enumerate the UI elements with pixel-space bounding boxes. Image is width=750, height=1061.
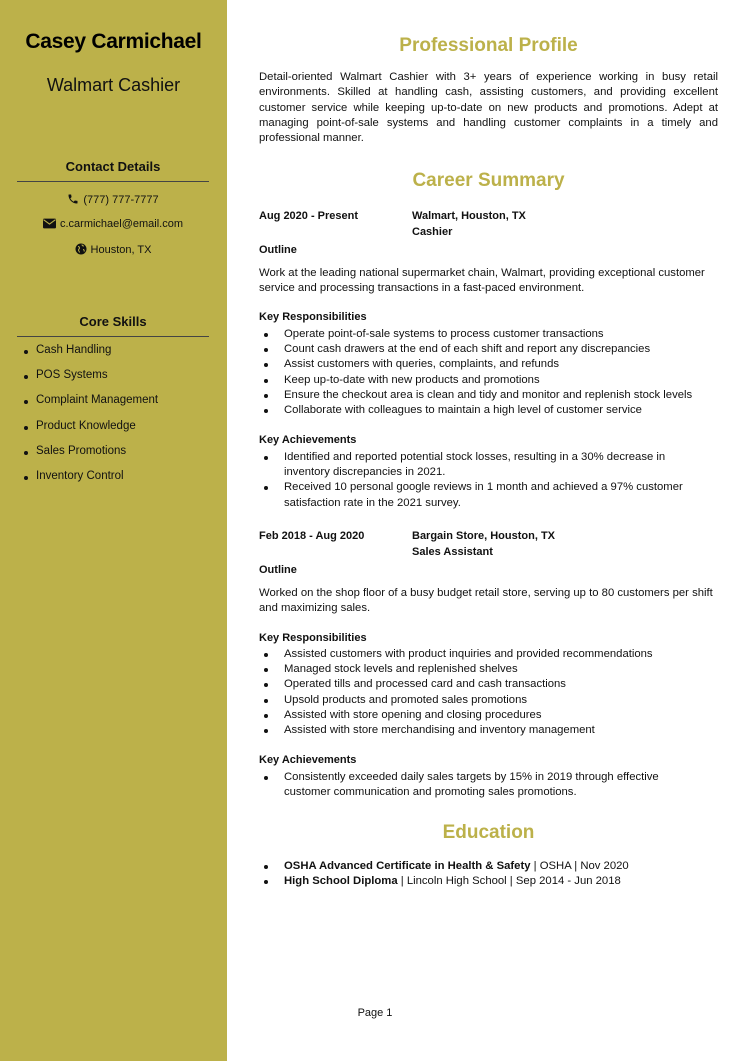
job-role: Sales Assistant — [412, 545, 493, 558]
education-title: High School Diploma — [284, 875, 398, 888]
list-item: Managed stock levels and replenished shelves — [259, 662, 718, 677]
education-heading: Education — [442, 822, 535, 843]
list-item: Consistently exceeded daily sales targets by 15% in 2019 through effective customer communication and promoting sales promotions. — [259, 770, 689, 800]
list-item: Ensure the checkout area is clean and tidy and monitor and replenish stock levels — [259, 388, 718, 403]
responsibilities-list — [259, 327, 718, 418]
phone-text: (777) 777-7777 — [83, 194, 159, 206]
contact-email — [17, 218, 209, 230]
contact-phone — [17, 193, 209, 206]
envelope-icon — [43, 218, 56, 229]
achievements-list — [259, 450, 689, 511]
skills-heading: Core Skills — [17, 314, 209, 337]
page-number: Page 1 — [357, 1007, 393, 1019]
email-text: c.carmichael@email.com — [59, 218, 184, 230]
job-employer: Bargain Store, Houston, TX — [412, 530, 556, 542]
job-employer-block — [412, 529, 555, 560]
candidate-job-title: Walmart Cashier — [46, 75, 181, 95]
job-outline: Work at the leading national supermarket chain, Walmart, providing exceptional customer service and processing transactions in a fast-paced environment. — [259, 267, 705, 295]
education-details: | Lincoln High School | Sep 2014 - Jun 2018 — [397, 875, 621, 888]
list-item: Keep up-to-date with new products and promotions — [259, 373, 718, 388]
skill-item: Cash Handling — [22, 344, 158, 369]
list-item: Collaborate with colleagues to maintain a high level of customer service — [259, 403, 718, 418]
job-employer-block — [412, 209, 526, 240]
achievements-label: Key Achievements — [259, 434, 357, 446]
list-item: Received 10 personal google reviews in 1 month and achieved a 97% customer satisfaction rate in the 2021 survey. — [259, 480, 689, 510]
responsibilities-label: Key Responsibilities — [259, 311, 367, 323]
globe-icon — [75, 243, 87, 255]
job-employer: Walmart, Houston, TX — [412, 210, 526, 222]
outline-label: Outline — [259, 564, 297, 576]
education-details: | OSHA | Nov 2020 — [530, 860, 629, 872]
sidebar — [0, 0, 227, 1061]
list-item: Assist customers with queries, complaints, and refunds — [259, 357, 718, 372]
profile-heading: Professional Profile — [399, 35, 578, 56]
contact-location — [17, 243, 209, 256]
education-list — [259, 859, 718, 889]
job-dates: Feb 2018 - Aug 2020 — [259, 530, 365, 542]
achievements-label: Key Achievements — [259, 754, 357, 766]
job-outline: Worked on the shop floor of a busy budget retail store, serving up to 80 customers per shift and maximizing sales. — [259, 587, 713, 615]
responsibilities-label: Key Responsibilities — [259, 632, 367, 644]
location-text: Houston, TX — [90, 244, 152, 256]
contact-heading: Contact Details — [17, 159, 209, 182]
list-item: Operate point-of-sale systems to process customer transactions — [259, 327, 718, 342]
skills-list — [22, 344, 158, 495]
responsibilities-list — [259, 647, 718, 738]
list-item: Assisted with store merchandising and inventory management — [259, 723, 718, 738]
candidate-name: Casey Carmichael — [25, 30, 202, 53]
job-role: Cashier — [412, 225, 453, 238]
education-item — [259, 874, 718, 889]
list-item: Identified and reported potential stock losses, resulting in a 30% decrease in inventory discrepancies in 2021. — [259, 450, 689, 480]
education-item — [259, 859, 718, 874]
skill-item: POS Systems — [22, 369, 158, 394]
skill-item: Inventory Control — [22, 470, 158, 495]
achievements-list — [259, 770, 689, 800]
list-item: Operated tills and processed card and cash transactions — [259, 677, 718, 692]
outline-label: Outline — [259, 244, 297, 256]
skill-item: Sales Promotions — [22, 445, 158, 470]
profile-text: Detail-oriented Walmart Cashier with 3+ years of experience working in busy retail environments. Skilled at handling cash, assisting customers, and providing excellent customer service while keeping up-to-date on new products and promotions. Adept at managing point-of-sale systems and handling customer complaints in a timely and professional manner. — [259, 71, 718, 145]
skill-item: Complaint Management — [22, 394, 158, 419]
education-title: OSHA Advanced Certificate in Health & Safety — [284, 860, 531, 872]
list-item: Count cash drawers at the end of each shift and report any discrepancies — [259, 342, 718, 357]
list-item: Assisted with store opening and closing procedures — [259, 708, 718, 723]
career-heading: Career Summary — [412, 170, 565, 191]
list-item: Assisted customers with product inquiries and provided recommendations — [259, 647, 718, 662]
phone-icon — [67, 193, 79, 205]
skill-item: Product Knowledge — [22, 420, 158, 445]
list-item: Upsold products and promoted sales promotions — [259, 693, 718, 708]
job-dates: Aug 2020 - Present — [259, 210, 359, 222]
